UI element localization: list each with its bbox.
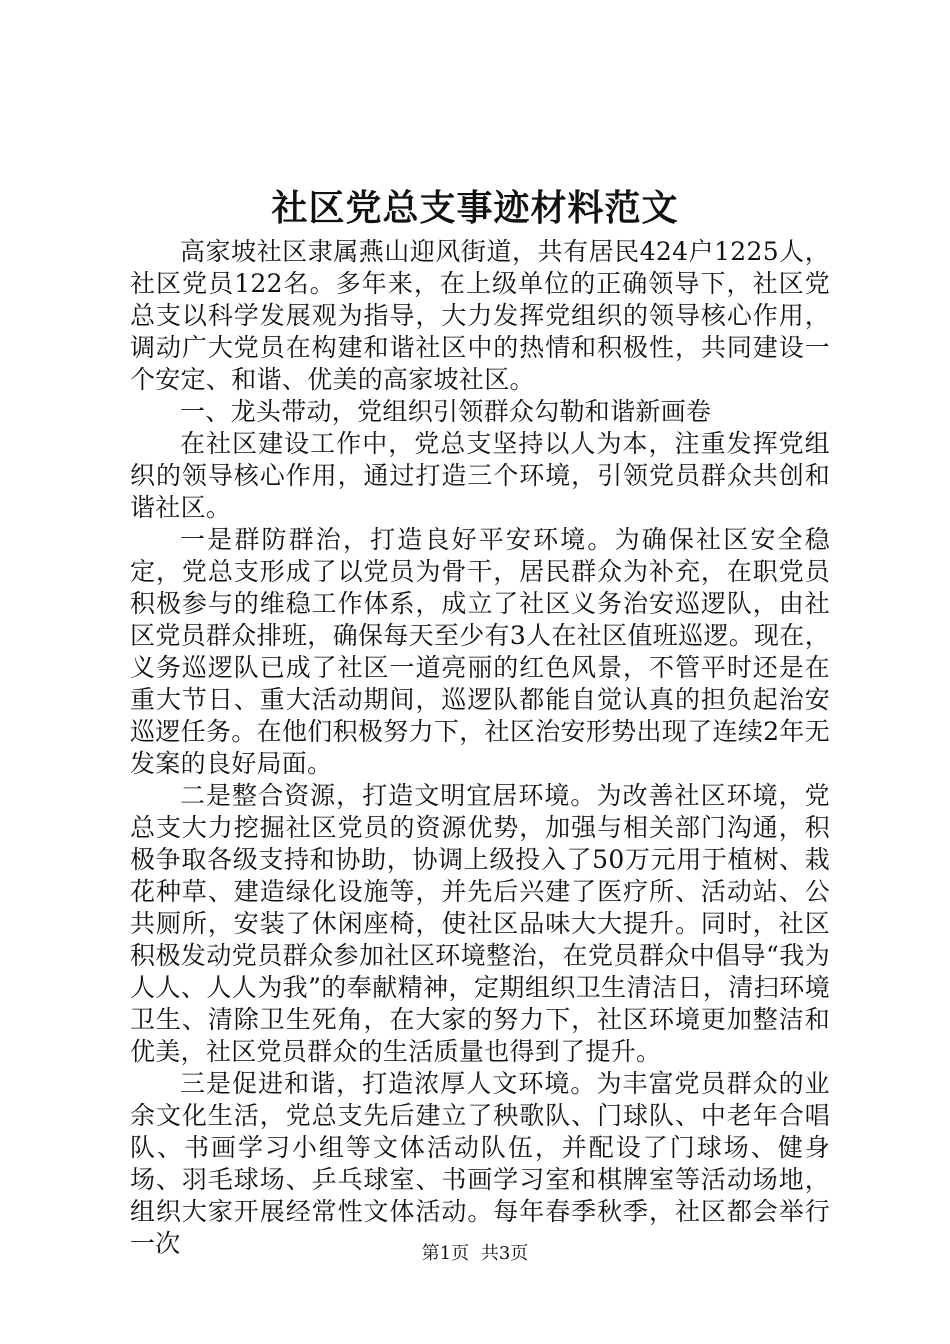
section-heading-1: 一、龙头带动，党组织引领群众勾勒和谐新画卷 bbox=[180, 397, 712, 426]
paragraph-safety: 一是群防群治，打造良好平安环境。为确保社区安全稳定，党总支形成了以党员为骨干，居民群众为补充，在职党员积极参与的维稳工作体系，成立了社区义务治安巡逻队，由社区党员群众排班，确保每天至少有3人在社区值班巡逻。现在，义务巡逻队已成了社区一道亮丽的红色风景，不管平时还是在重大节日、重大活动期间，巡逻队都能自觉认真的担负起治安巡逻任务。在他们积极努力下，社区治安形势出现了连续2年无发案的良好局面。 bbox=[130, 525, 830, 778]
document-body bbox=[130, 236, 830, 1260]
paragraph-environment: 二是整合资源，打造文明宜居环境。为改善社区环境，党总支大力挖掘社区党员的资源优势，加强与相关部门沟通，积极争取各级支持和协助，协调上级投入了50万元用于植树、栽花种草、建造绿化设施等，并先后兴建了医疗所、活动站、公共厕所，安装了休闲座椅，使社区品味大大提升。同时，社区积极发动党员群众参加社区环境整治，在党员群众中倡导“我为人人、人人为我”的奉献精神，定期组织卫生清洁日，清扫环境卫生、清除卫生死角，在大家的努力下，社区环境更加整洁和优美，社区党员群众的生活质量也得到了提升。 bbox=[130, 781, 830, 1066]
document-title: 社区党总支事迹材料范文 bbox=[271, 187, 679, 229]
page-total: 共3页 bbox=[480, 1243, 529, 1264]
page-number: 第1页 bbox=[421, 1243, 470, 1264]
paragraph-section-intro: 在社区建设工作中，党总支坚持以人为本，注重发挥党组织的领导核心作用，通过打造三个环境，引领党员群众共创和谐社区。 bbox=[130, 429, 830, 522]
page-footer bbox=[0, 1242, 950, 1266]
paragraph-culture: 三是促进和谐，打造浓厚人文环境。为丰富党员群众的业余文化生活，党总支先后建立了秧歌队、门球队、中老年合唱队、书画学习小组等文体活动队伍，并配设了门球场、健身场、羽毛球场、乒乓球室、书画学习室和棋牌室等活动场地，组织大家开展经常性文体活动。每年春季秋季，社区都会举行一次 bbox=[130, 1069, 830, 1258]
paragraph-intro: 高家坡社区隶属燕山迎风街道，共有居民424户1225人，社区党员122名。多年来，在上级单位的正确领导下，社区党总支以科学发展观为指导，大力发挥党组织的领导核心作用，调动广大党员在构建和谐社区中的热情和积极性，共同建设一个安定、和谐、优美的高家坡社区。 bbox=[130, 237, 830, 394]
